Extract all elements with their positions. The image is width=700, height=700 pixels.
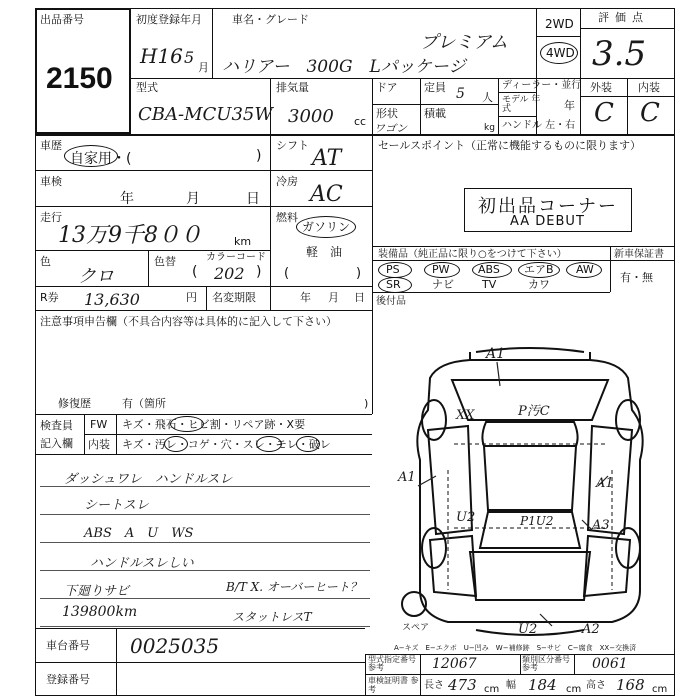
lot-label: 出品番号 — [40, 13, 84, 26]
name-change-label: 名変期限 — [212, 291, 256, 304]
designation-label: 型式指定番号 参考 — [368, 655, 416, 672]
color-change-label: 色替 — [154, 255, 176, 268]
category-label: 類別区分番号 参考 — [522, 655, 570, 672]
shift-value: AT — [312, 146, 342, 171]
height-value: 168 — [616, 676, 645, 694]
width-value: 184 — [528, 676, 557, 694]
shift-label: シフト — [276, 139, 309, 152]
displacement-label: 排気量 — [276, 81, 309, 94]
dealer-label: ディーラー・並行 — [502, 80, 582, 91]
mark-roof: P汚C — [518, 404, 550, 419]
cert-label: 車検証明書 参考 — [368, 676, 419, 694]
history-close: ) — [256, 148, 262, 164]
inspection-year-unit: 年 — [120, 191, 134, 207]
equip-sr: SR — [386, 278, 401, 291]
equip-airbag: エアB — [524, 263, 554, 276]
model-year-unit: 年 — [564, 99, 575, 112]
interior-check-text: キズ・汚レ・コゲ・穴・スレ・モレ・破レ — [122, 438, 331, 451]
retrofit-label: 後付品 — [376, 296, 406, 307]
grade-extra: プレミアム — [420, 32, 509, 53]
damage-legend: A−キズ E−エクボ U−凹み W−補修跡 S−サビ C−腐食 XX−交換済 — [394, 644, 637, 652]
equip-ps: PS — [386, 263, 400, 276]
circle-more — [296, 436, 320, 452]
displacement-value: 3000 — [288, 106, 334, 127]
mark-a1-left: A1 — [398, 470, 416, 485]
handle-label: ハンドル 左・右 — [502, 120, 576, 131]
sales-label: セールスポイント（正常に機能するものに限ります） — [378, 139, 642, 152]
interior-grade: C — [640, 98, 660, 128]
note-line-5: 下廻りサビ — [64, 584, 130, 599]
drive-2wd: 2WD — [545, 17, 574, 31]
mark-a3: A3 — [592, 518, 610, 533]
notes-label: 注意事項申告欄（不具合内容等は具体的に記入して下さい） — [40, 315, 337, 328]
door-label: ドア — [376, 81, 398, 94]
exterior-label: 外装 — [590, 81, 612, 94]
note-line-7: B/T X. オーバーヒート？ — [226, 580, 362, 594]
debut-stamp-title: 初出品コーナー — [478, 196, 618, 217]
fw-label: FW — [90, 418, 108, 431]
fuel-other-open: ( — [284, 266, 290, 281]
note-line-3: ABS A U WS — [84, 526, 194, 541]
lot-number: 2150 — [46, 62, 113, 95]
equip-leather: カワ — [528, 278, 550, 291]
color-code-label: カラーコード — [206, 252, 266, 263]
first-reg-month-unit: 月 — [198, 61, 209, 74]
first-reg-month: 5 — [184, 48, 195, 67]
recycle-value: 13,630 — [84, 290, 140, 309]
color-code-open: ( — [192, 264, 198, 280]
repair-label: 修復歴 — [58, 397, 91, 410]
circle-sure — [256, 436, 282, 452]
name-change-year: 年 — [300, 291, 311, 304]
chassis-value: 0025035 — [130, 634, 220, 658]
load-label: 積載 — [424, 107, 446, 120]
equip-abs: ABS — [478, 263, 500, 276]
width-unit: cm — [566, 684, 582, 695]
mark-xx: XX — [456, 408, 475, 423]
equip-tv: TV — [482, 278, 497, 291]
repair-value: 有（箇所 — [122, 397, 166, 410]
type-label: 型式 — [136, 81, 158, 94]
load-unit: kg — [484, 123, 495, 133]
note-line-8: スタットレスT — [232, 610, 312, 624]
chassis-label: 車台番号 — [46, 639, 90, 652]
color-code-value: 202 — [214, 264, 245, 283]
length-label: 長さ — [424, 680, 444, 691]
length-value: 473 — [448, 676, 477, 694]
color-value: クロ — [78, 266, 114, 287]
mark-a1-right: A1 — [596, 476, 614, 491]
fw-text: キズ・飛石・ヒビ割・リペア跡・X要 — [122, 418, 306, 431]
designation-value: 12067 — [432, 656, 477, 672]
exterior-grade: C — [594, 98, 614, 128]
note-line-1: ダッシュワレ ハンドルスレ — [64, 472, 233, 487]
type-value: CBA-MCU35W — [138, 104, 273, 125]
circle-yogore — [164, 436, 188, 452]
color-label: 色 — [40, 255, 51, 268]
mark-u2-left: U2 — [456, 510, 476, 525]
inspection-label: 車検 — [40, 175, 62, 188]
equip-pw: PW — [432, 263, 450, 276]
model-year-label: モデル 年式 — [502, 95, 541, 114]
history-label: 車歴 — [40, 139, 62, 152]
interior-label: 内装 — [638, 81, 660, 94]
mileage-value: 13万9千8００ — [58, 223, 202, 248]
name-change-day: 日 — [354, 291, 365, 304]
displacement-unit: cc — [354, 115, 367, 128]
note-line-2: シートスレ — [84, 498, 149, 513]
recycle-unit: 円 — [186, 291, 197, 304]
width-label: 幅 — [506, 680, 516, 691]
score-value: 3.5 — [592, 34, 647, 74]
score-label: 評価点 — [598, 11, 649, 24]
mark-u2-bottom: U2 — [518, 622, 538, 637]
equip-aw: AW — [576, 263, 594, 276]
inspection-month-unit: 月 — [186, 191, 200, 207]
note-line-6: 139800km — [62, 604, 138, 620]
model-name-label: 車名・グレード — [232, 13, 309, 26]
mark-p1u2: P1U2 — [520, 514, 554, 528]
inspector-label-2: 記入欄 — [40, 437, 73, 450]
color-code-close: ) — [256, 264, 262, 280]
fuel-label: 燃料 — [276, 211, 298, 224]
mileage-label: 走行 — [40, 211, 62, 224]
height-unit: cm — [652, 684, 668, 695]
mark-a2: A2 — [582, 622, 600, 637]
shape-value: ワゴン — [374, 122, 407, 135]
fuel-diesel: 軽 油 — [306, 245, 343, 259]
debut-stamp-subtitle: AA DEBUT — [510, 214, 585, 229]
drive-4wd: 4WD — [546, 46, 575, 60]
equip-navi: ナビ — [432, 278, 454, 291]
category-value: 0061 — [592, 656, 628, 672]
capacity-unit: 人 — [482, 91, 493, 104]
recycle-label: R券 — [40, 291, 59, 304]
fuel-gasoline: ガソリン — [302, 220, 351, 234]
warranty-value: 有・無 — [620, 271, 653, 284]
inspector-label-1: 検査員 — [40, 419, 73, 432]
circle-hiishi — [170, 416, 204, 432]
capacity-label: 定員 — [424, 81, 446, 94]
first-reg-label: 初度登録年月 — [136, 13, 202, 26]
registration-label: 登録番号 — [46, 673, 90, 686]
history-value: 自家用・( — [70, 151, 132, 167]
note-line-4: ハンドルスレしい — [90, 556, 194, 571]
warranty-label: 新車保証書 — [614, 249, 664, 260]
inspection-day-unit: 日 — [246, 191, 260, 207]
cooler-value: AC — [310, 182, 343, 207]
mark-a1-top: A1 — [486, 346, 506, 362]
interior-check-label: 内装 — [88, 438, 110, 451]
shape-label: 形状 — [376, 107, 398, 120]
equipment-label: 装備品（純正品に限り○をつけて下さい） — [378, 249, 567, 260]
length-unit: cm — [484, 684, 500, 695]
height-label: 高さ — [586, 680, 606, 691]
cooler-label: 冷房 — [276, 175, 298, 188]
capacity-value: 5 — [456, 86, 465, 102]
fuel-other-close: ) — [356, 266, 362, 281]
repair-close: ) — [364, 397, 369, 410]
first-reg-year: H16 — [140, 44, 183, 68]
mileage-unit: km — [234, 235, 252, 248]
spare-label: スペア — [402, 623, 430, 633]
name-change-month: 月 — [328, 291, 339, 304]
model-name: ハリアー 300G Lパッケージ — [222, 57, 466, 77]
